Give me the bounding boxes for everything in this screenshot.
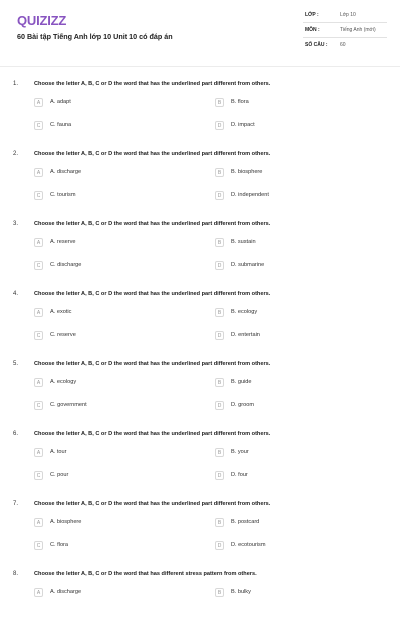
question-number: 5. <box>13 361 19 367</box>
option-letter-box: C <box>34 121 43 130</box>
option-letter-box: D <box>215 401 224 410</box>
option-text: A. discharge <box>50 589 82 595</box>
meta-label: SỐ CÂU : <box>305 42 328 48</box>
question-number: 3. <box>13 221 19 227</box>
meta-label: MÔN : <box>305 27 320 33</box>
option-text: D. ecotourism <box>231 542 266 548</box>
question-item <box>0 145 400 215</box>
option-letter-box: B <box>215 238 224 247</box>
option-letter-box: D <box>215 541 224 550</box>
option-text: D. four <box>231 472 248 478</box>
question-item <box>0 425 400 495</box>
option-letter-box: D <box>215 191 224 200</box>
option-letter-box: C <box>34 191 43 200</box>
option-text: D. submarine <box>231 262 265 268</box>
option-text: D. impact <box>231 122 255 128</box>
option-letter-box: B <box>215 588 224 597</box>
worksheet-header <box>0 0 400 70</box>
meta-label: LỚP : <box>305 12 319 18</box>
option-text: C. flora <box>50 542 69 548</box>
option-letter-box: B <box>215 448 224 457</box>
question-number: 4. <box>13 291 19 297</box>
option-text: A. exotic <box>50 309 72 315</box>
header-divider <box>0 66 400 67</box>
meta-row-grade <box>303 8 387 23</box>
meta-value: Tiếng Anh (mới) <box>340 27 376 33</box>
question-item <box>0 285 400 355</box>
meta-row-subject <box>303 23 387 38</box>
option-text: B. guide <box>231 379 252 385</box>
option-text: C. discharge <box>50 262 82 268</box>
option-text: B. flora <box>231 99 249 105</box>
option-text: C. pour <box>50 472 69 478</box>
option-letter-box: B <box>215 518 224 527</box>
option-letter-box: D <box>215 261 224 270</box>
option-letter-box: C <box>34 541 43 550</box>
option-letter-box: B <box>215 98 224 107</box>
question-number: 1. <box>13 81 19 87</box>
option-letter-box: B <box>215 308 224 317</box>
option-letter-box: C <box>34 471 43 480</box>
option-text: B. your <box>231 449 249 455</box>
question-item <box>0 215 400 285</box>
option-text: C. tourism <box>50 192 76 198</box>
question-prompt: Choose the letter A, B, C or D the word that has different stress pattern from others. <box>34 571 257 577</box>
meta-value: Lớp 10 <box>340 12 356 18</box>
question-list <box>0 75 400 635</box>
option-letter-box: A <box>34 588 43 597</box>
option-text: A. biosphere <box>50 519 82 525</box>
question-number: 2. <box>13 151 19 157</box>
option-text: C. government <box>50 402 87 408</box>
option-text: A. ecology <box>50 379 77 385</box>
option-letter-box: D <box>215 471 224 480</box>
option-letter-box: D <box>215 331 224 340</box>
question-item <box>0 495 400 565</box>
question-prompt: Choose the letter A, B, C or D the word that has the underlined part different from others. <box>34 81 271 87</box>
option-text: D. independent <box>231 192 269 198</box>
option-text: A. tour <box>50 449 67 455</box>
option-text: B. sustain <box>231 239 256 245</box>
option-letter-box: B <box>215 378 224 387</box>
quizizz-logo: QUIZIZZ <box>17 13 67 28</box>
question-prompt: Choose the letter A, B, C or D the word that has the underlined part different from others. <box>34 361 271 367</box>
question-prompt: Choose the letter A, B, C or D the word that has the underlined part different from others. <box>34 151 271 157</box>
option-letter-box: A <box>34 168 43 177</box>
option-text: B. biosphere <box>231 169 263 175</box>
question-prompt: Choose the letter A, B, C or D the word that has the underlined part different from others. <box>34 291 271 297</box>
option-text: A. adapt <box>50 99 71 105</box>
document-title: 60 Bài tập Tiếng Anh lớp 10 Unit 10 có đáp án <box>17 32 173 41</box>
option-letter-box: C <box>34 261 43 270</box>
option-letter-box: A <box>34 378 43 387</box>
option-letter-box: C <box>34 331 43 340</box>
option-text: B. postcard <box>231 519 260 525</box>
option-text: A. discharge <box>50 169 82 175</box>
option-letter-box: A <box>34 518 43 527</box>
option-letter-box: A <box>34 448 43 457</box>
question-prompt: Choose the letter A, B, C or D the word that has the underlined part different from others. <box>34 431 271 437</box>
option-text: D. groom <box>231 402 255 408</box>
option-letter-box: C <box>34 401 43 410</box>
option-text: B. bulky <box>231 589 251 595</box>
option-letter-box: D <box>215 121 224 130</box>
meta-row-count <box>303 38 387 52</box>
question-item <box>0 565 400 635</box>
option-text: C. fauna <box>50 122 72 128</box>
meta-value: 60 <box>340 42 346 48</box>
option-text: D. entertain <box>231 332 260 338</box>
option-letter-box: A <box>34 308 43 317</box>
option-text: A. reserve <box>50 239 76 245</box>
option-text: B. ecology <box>231 309 258 315</box>
question-item <box>0 355 400 425</box>
option-letter-box: A <box>34 98 43 107</box>
option-text: C. reserve <box>50 332 76 338</box>
option-letter-box: A <box>34 238 43 247</box>
question-number: 8. <box>13 571 19 577</box>
meta-table <box>303 8 387 52</box>
question-item <box>0 75 400 145</box>
question-number: 6. <box>13 431 19 437</box>
question-prompt: Choose the letter A, B, C or D the word that has the underlined part different from others. <box>34 221 271 227</box>
option-letter-box: B <box>215 168 224 177</box>
question-prompt: Choose the letter A, B, C or D the word that has the underlined part different from others. <box>34 501 271 507</box>
question-number: 7. <box>13 501 19 507</box>
